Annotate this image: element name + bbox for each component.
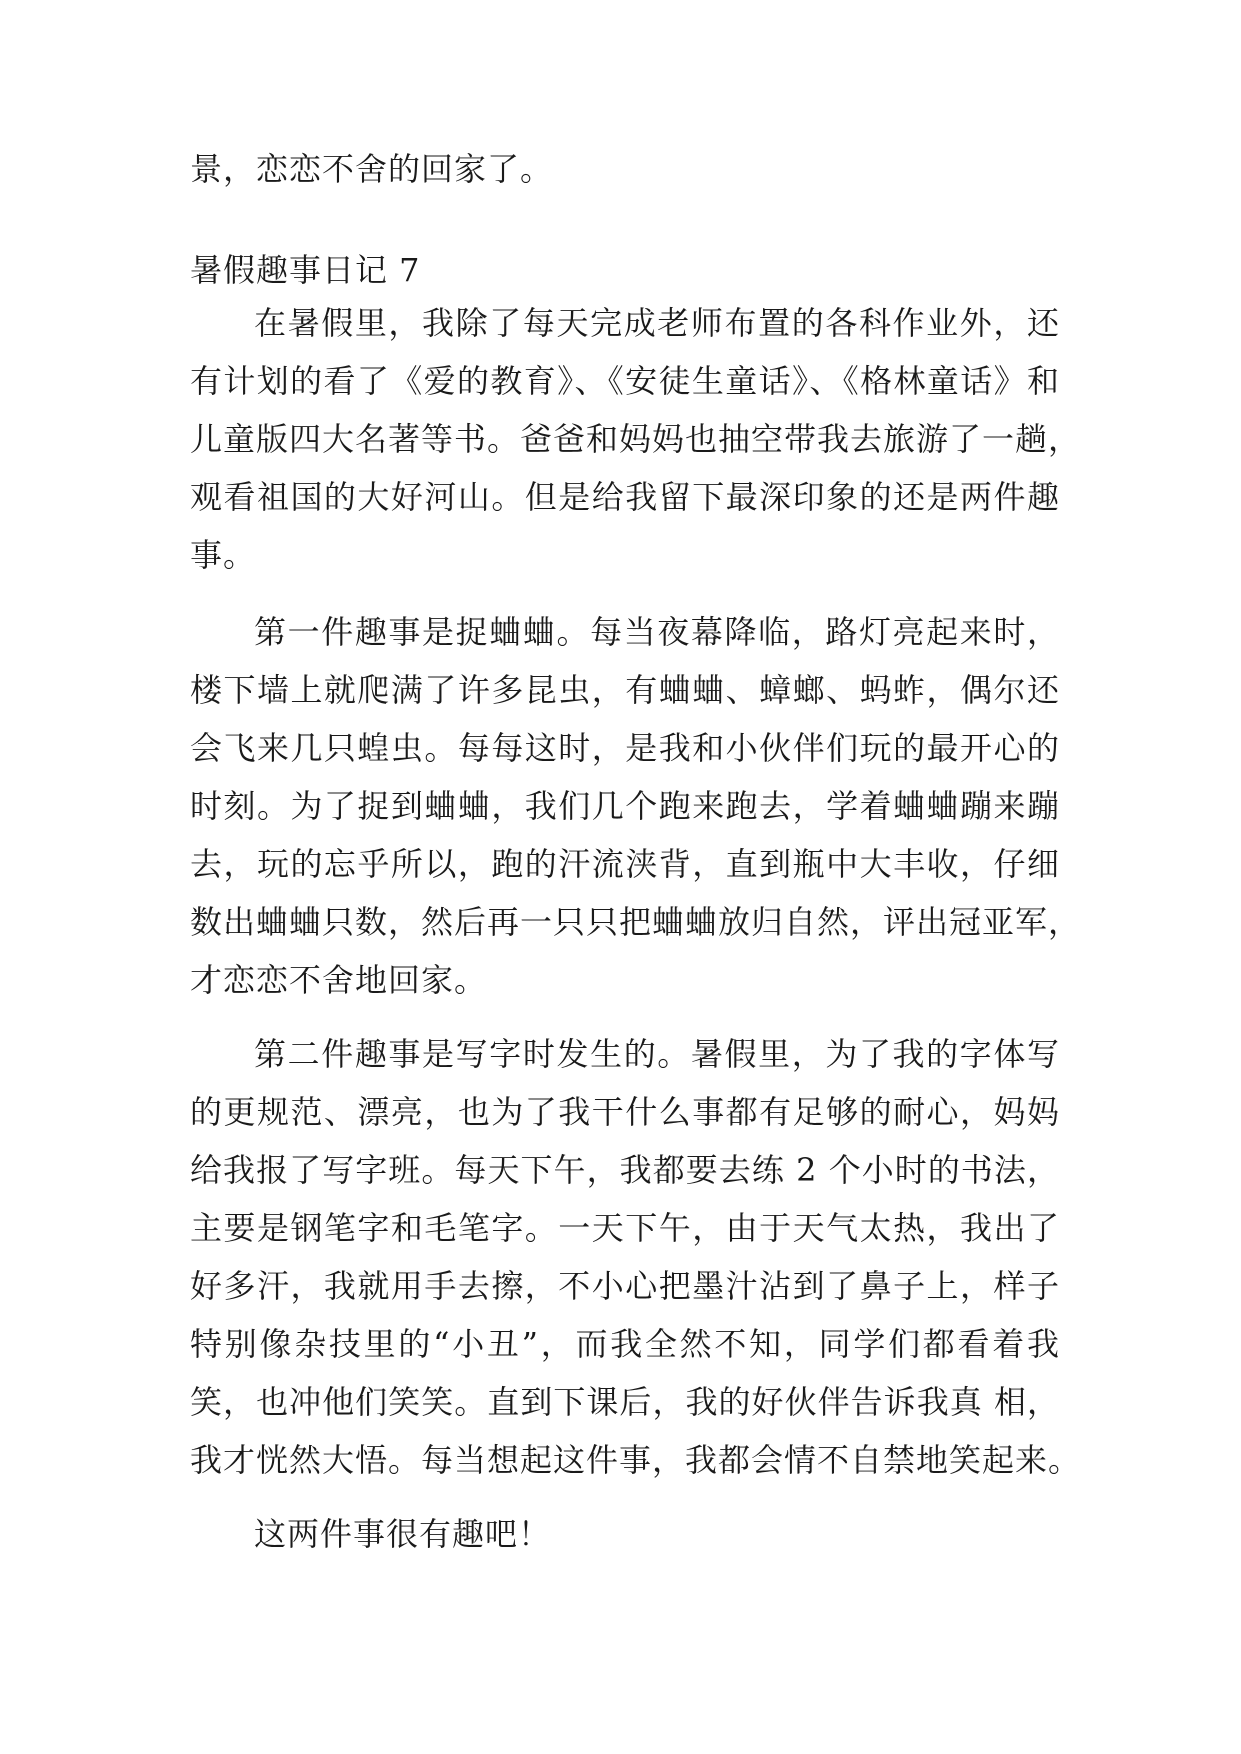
paragraph-1-line-5: 事。 <box>190 536 257 574</box>
paragraph-3-line-2: 的更规范、漂亮，也为了我干什么事都有足够的耐心，妈妈 <box>190 1093 1060 1131</box>
paragraph-4-line-1: 这两件事很有趣吧！ <box>254 1515 552 1553</box>
paragraph-1-line-4: 观看祖国的大好河山。但是给我留下最深印象的还是两件趣 <box>190 478 1060 516</box>
paragraph-2-line-2: 楼下墙上就爬满了许多昆虫，有蛐蛐、蟑螂、蚂蚱，偶尔还 <box>190 671 1060 709</box>
paragraph-2-line-7: 才恋恋不舍地回家。 <box>190 961 488 999</box>
paragraph-3-line-4: 主要是钢笔字和毛笔字。一天下午，由于天气太热，我出了 <box>190 1209 1060 1247</box>
paragraph-3-line-7: 笑，也冲他们笑笑。直到下课后，我的好伙伴告诉我真 相， <box>190 1383 1060 1421</box>
paragraph-2-line-5: 去，玩的忘乎所以，跑的汗流浃背，直到瓶中大丰收，仔细 <box>190 845 1060 883</box>
paragraph-3-line-5: 好多汗，我就用手去擦，不小心把墨汁沾到了鼻子上，样子 <box>190 1267 1060 1305</box>
paragraph-2-line-6: 数出蛐蛐只数，然后再一只只把蛐蛐放归自然，评出冠亚军， <box>190 903 1082 941</box>
paragraph-3-line-8: 我才恍然大悟。每当想起这件事，我都会情不自禁地笑起来。 <box>190 1441 1082 1479</box>
paragraph-2-line-1: 第一件趣事是捉蛐蛐。每当夜幕降临，路灯亮起来时， <box>254 613 1060 651</box>
paragraph-2-line-3: 会飞来几只蝗虫。每每这时，是我和小伙伴们玩的最开心的 <box>190 729 1060 767</box>
paragraph-1-line-1: 在暑假里，我除了每天完成老师布置的各科作业外，还 <box>254 304 1060 342</box>
paragraph-3-line-6: 特别像杂技里的“小丑”，而我全然不知，同学们都看着我 <box>190 1325 1060 1363</box>
paragraph-3-line-1: 第二件趣事是写字时发生的。暑假里，为了我的字体写 <box>254 1035 1060 1073</box>
paragraph-1-line-2: 有计划的看了《爱的教育》、《安徒生童话》、《格林童话》和 <box>190 362 1060 400</box>
continuation-line: 景，恋恋不舍的回家了。 <box>190 150 554 188</box>
paragraph-2-line-4: 时刻。为了捉到蛐蛐，我们几个跑来跑去，学着蛐蛐蹦来蹦 <box>190 787 1060 825</box>
paragraph-3-line-3: 给我报了写字班。每天下午，我都要去练 2 个小时的书法， <box>190 1151 1060 1189</box>
paragraph-1-line-3: 儿童版四大名著等书。爸爸和妈妈也抽空带我去旅游了一趟， <box>190 420 1082 458</box>
diary-heading: 暑假趣事日记 7 <box>190 251 421 289</box>
